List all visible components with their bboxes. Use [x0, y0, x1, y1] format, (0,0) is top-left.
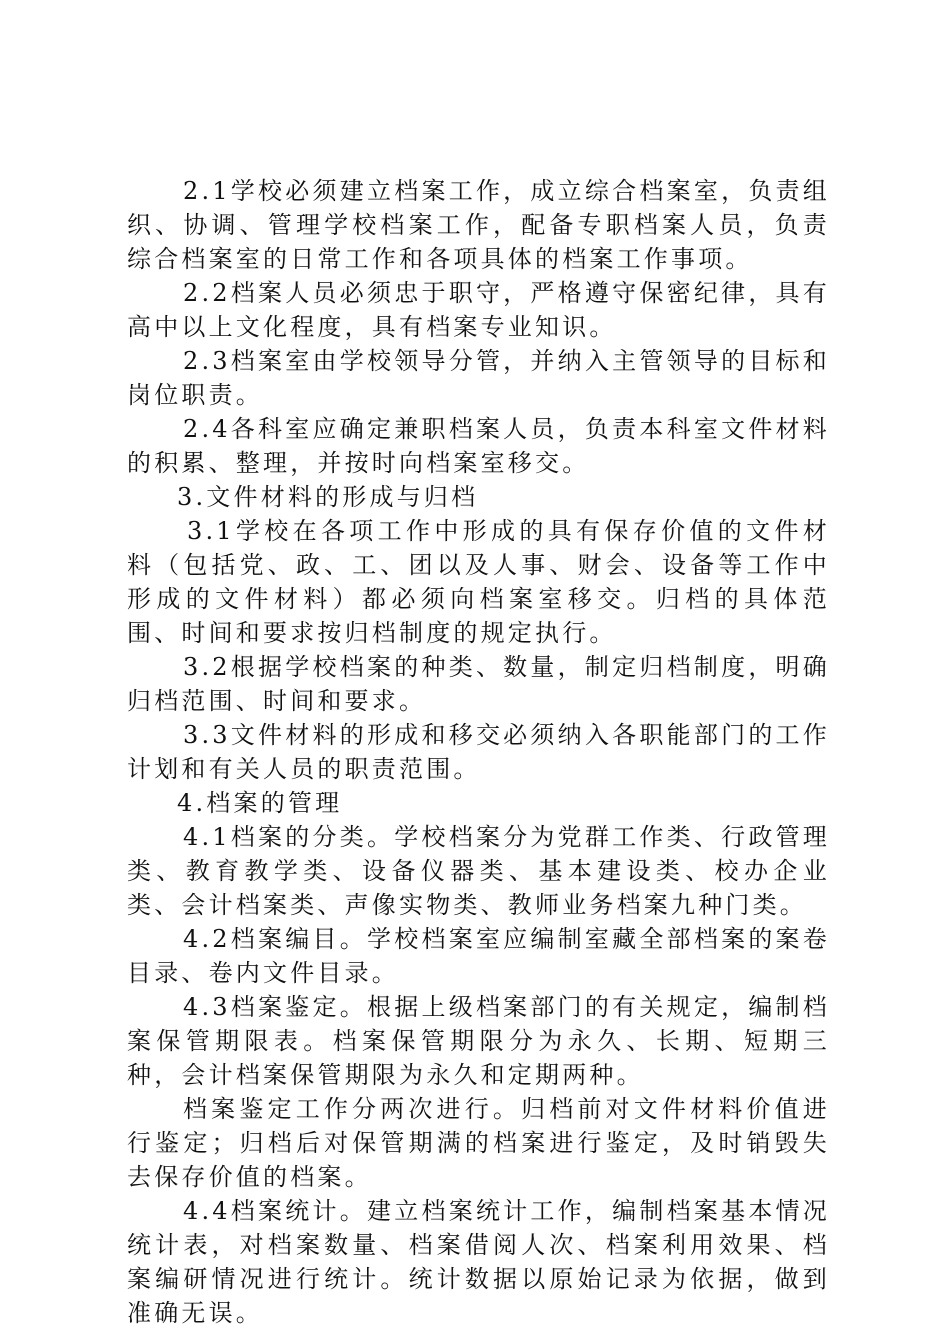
paragraph-3-2: 3.2根据学校档案的种类、数量，制定归档制度，明确归档范围、时间和要求。	[127, 653, 830, 715]
paragraph-2-4: 2.4各科室应确定兼职档案人员，负责本科室文件材料的积累、整理，并按时向档案室移交。	[127, 415, 830, 477]
paragraph-4-4: 4.4档案统计。建立档案统计工作，编制档案基本情况统计表，对档案数量、档案借阅人次、档案利用效果、档案编研情况进行统计。统计数据以原始记录为依据，做到准确无误。	[127, 1197, 830, 1327]
paragraph-2-2: 2.2档案人员必须忠于职守，严格遵守保密纪律，具有高中以上文化程度，具有档案专业知识。	[127, 279, 830, 341]
document-body	[127, 174, 830, 1330]
paragraph-4-1: 4.1档案的分类。学校档案分为党群工作类、行政管理类、教育教学类、设备仪器类、基本建设类、校办企业类、会计档案类、声像实物类、教师业务档案九种门类。	[127, 823, 830, 919]
section-heading-4: 4.档案的管理	[177, 789, 343, 817]
paragraph-appraisal: 档案鉴定工作分两次进行。归档前对文件材料价值进行鉴定；归档后对保管期满的档案进行鉴定，及时销毁失去保存价值的档案。	[127, 1095, 830, 1191]
paragraph-2-1: 2.1学校必须建立档案工作，成立综合档案室，负责组织、协调、管理学校档案工作，配备专职档案人员，负责综合档案室的日常工作和各项具体的档案工作事项。	[127, 177, 830, 273]
paragraph-2-3: 2.3档案室由学校领导分管，并纳入主管领导的目标和岗位职责。	[127, 347, 830, 409]
paragraph-4-3: 4.3档案鉴定。根据上级档案部门的有关规定，编制档案保管期限表。档案保管期限分为永久、长期、短期三种，会计档案保管期限为永久和定期两种。	[127, 993, 830, 1089]
section-heading-3: 3.文件材料的形成与归档	[177, 483, 479, 511]
paragraph-4-2: 4.2档案编目。学校档案室应编制室藏全部档案的案卷目录、卷内文件目录。	[127, 925, 830, 987]
paragraph-3-3: 3.3文件材料的形成和移交必须纳入各职能部门的工作计划和有关人员的职责范围。	[127, 721, 830, 783]
paragraph-3-1: 3.1学校在各项工作中形成的具有保存价值的文件材料（包括党、政、工、团以及人事、财会、设备等工作中形成的文件材料）都必须向档案室移交。归档的具体范围、时间和要求按归档制度的规定执行。	[127, 517, 830, 647]
